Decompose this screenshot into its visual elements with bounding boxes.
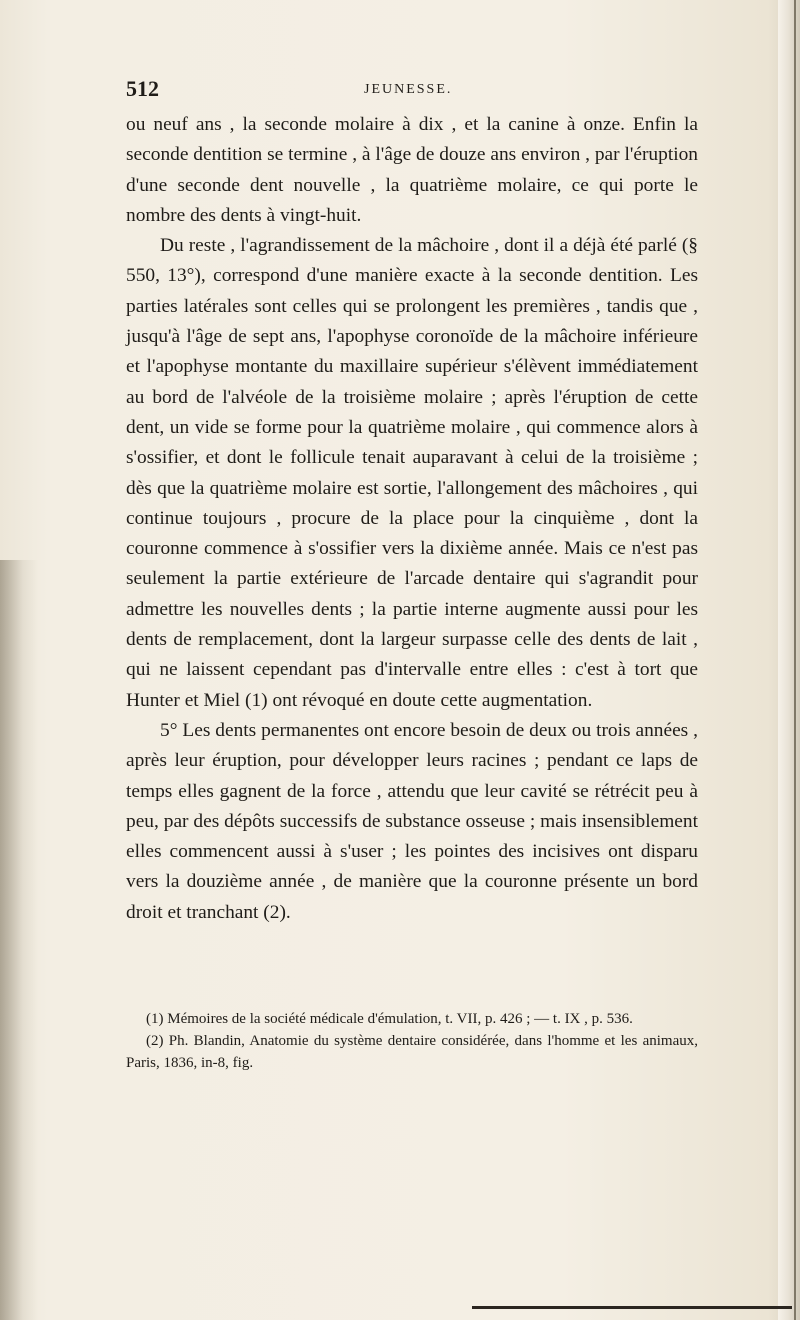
running-head: JEUNESSE. bbox=[364, 82, 453, 97]
binding-shadow bbox=[0, 560, 38, 1320]
paragraph: 5° Les dents permanentes ont encore besoin de deux ou trois années , après leur éruption, pour développer leurs racines ; pendant ce laps de temps elles gagnent de la force , attendu que leur cavité se rétrécit peu à peu, par des dépôts successifs de substance osseuse ; mais insensiblement elles commencent aussi à s'user ; les pointes des incisives ont disparu vers la douzième année , de manière que la couronne présente un bord droit et tranchant (2). bbox=[126, 719, 698, 923]
bottom-rule bbox=[472, 1306, 792, 1309]
paragraph: Du reste , l'agrandissement de la mâchoire , dont il a déjà été parlé (§ 550, 13°), correspond d'une manière exacte à la seconde dentition. Les parties latérales sont celles qui se prolongent les premières , tandis que , jusqu'à l'âge de sept ans, l'apophyse coronoïde de la mâchoire inférieure et l'apophyse montante du maxillaire supérieur s'élèvent immédiatement au bord de l'alvéole de la troisième molaire ; après l'éruption de cette dent, un vide se forme pour la quatrième molaire , qui commence alors à s'ossifier, et dont le follicule tenait auparavant à celui de la troisième ; dès que la quatrième molaire est sortie, l'allongement des mâchoires , qui continue toujours , procure de la place pour la cinquième , dont la couronne commence à s'ossifier vers la dixième année. Mais ce n'est pas seulement la partie extérieure de l'arcade dentaire qui s'agrandit pour admettre les nouvelles dents ; la partie interne augmente aussi pour les dents de remplacement, dont la largeur surpasse celle des dents de lait , qui ne laissent cependant pas d'intervalle entre elles : c'est à tort que Hunter et Miel (1) ont révoqué en doute cette augmentation. bbox=[126, 235, 698, 711]
page-header bbox=[126, 76, 686, 108]
footnote: (1) Mémoires de la société médicale d'émulation, t. VII, p. 426 ; — t. IX , p. 536. bbox=[146, 1011, 633, 1027]
page-edge bbox=[778, 0, 800, 1320]
body-text bbox=[126, 110, 698, 928]
footnote: (2) Ph. Blandin, Anatomie du système dentaire considérée, dans l'homme et les animaux, Paris, 1836, in-8, fig. bbox=[126, 1033, 698, 1071]
footnotes bbox=[126, 1008, 698, 1074]
page-edge-line bbox=[794, 0, 796, 1320]
page-number: 512 bbox=[126, 76, 159, 101]
paragraph: ou neuf ans , la seconde molaire à dix , et la canine à onze. Enfin la seconde dentition se termine , à l'âge de douze ans environ , par l'éruption d'une seconde dent nouvelle , la quatrième molaire, ce qui porte le nombre des dents à vingt-huit. bbox=[126, 114, 698, 226]
